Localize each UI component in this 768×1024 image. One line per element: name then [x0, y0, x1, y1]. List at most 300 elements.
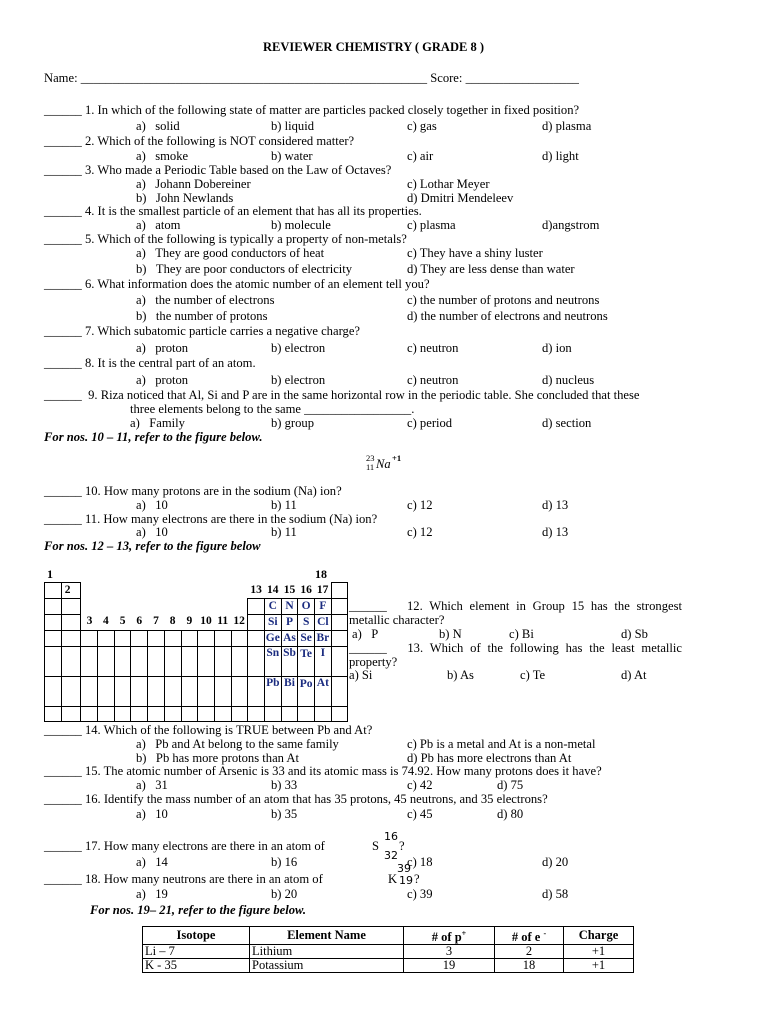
question-number: 1. [84, 103, 95, 117]
column-header: Element Name [250, 927, 404, 945]
column-header: Charge [564, 927, 634, 945]
question-text: It is the central part of an atom. [97, 356, 256, 370]
pt-cell [61, 598, 81, 614]
pt-group-13: 13 [250, 583, 262, 596]
score-line: __________________ [465, 71, 579, 85]
option: b) molecule [271, 218, 331, 232]
option: c) 39 [407, 887, 433, 901]
option: d) They are less dense than water [407, 262, 575, 276]
option: a) atom [136, 218, 181, 232]
question-10 [44, 484, 342, 498]
group-label-18: 18 [315, 567, 327, 581]
option: c) period [407, 416, 453, 430]
pt-cell [331, 676, 348, 706]
pt-cell [61, 614, 81, 630]
pt-group-14: 14 [267, 583, 279, 596]
element-cell: Sb [281, 646, 298, 676]
option: b) 20 [271, 887, 298, 901]
column-header: # of e - [495, 927, 564, 945]
element-symbol: K [388, 872, 398, 886]
element-cell: Bi [281, 676, 298, 706]
option: c) Te [520, 668, 546, 682]
question-text: Which of the following is TRUE between Pb and At? [103, 723, 373, 737]
question-15 [44, 764, 602, 778]
option: b) 33 [271, 778, 298, 792]
question-number: 6. [84, 277, 95, 291]
question-number: 11. [84, 512, 101, 526]
option: b) 16 [271, 855, 298, 869]
table-row [45, 598, 348, 614]
pt-cell: 2 [61, 583, 81, 599]
option: c) 45 [407, 807, 433, 821]
pt-cell [198, 646, 215, 676]
question-18 [44, 872, 323, 886]
question-number: 17. [84, 839, 101, 853]
answer-blank[interactable]: ______ [44, 764, 82, 778]
pt-cell [114, 646, 131, 676]
option: a) solid [136, 119, 180, 133]
question-16 [44, 792, 548, 806]
question-text: In which of the following state of matter are particles packed closely together in fixed position? [97, 103, 580, 117]
option: d) section [542, 416, 592, 430]
question-13 [349, 641, 682, 669]
pt-cell [148, 706, 165, 722]
question-3 [44, 163, 391, 177]
element-cell: Te [298, 646, 315, 676]
pt-cell [298, 706, 315, 722]
option: c) air [407, 149, 434, 163]
pt-cell [248, 614, 265, 630]
table-cell: +1 [564, 959, 634, 973]
pt-group-10: 10 [200, 615, 212, 628]
question-5 [44, 232, 407, 246]
option: a) Pb and At belong to the same family [136, 737, 339, 751]
pt-gap [81, 583, 248, 599]
answer-blank[interactable]: ______ [44, 388, 82, 402]
pt-cell [131, 630, 148, 646]
option: a) 14 [136, 855, 168, 869]
pt-cell [164, 646, 181, 676]
table-row [45, 706, 348, 722]
pt-cell [114, 706, 131, 722]
answer-blank[interactable]: ______ [44, 204, 82, 218]
question-text: It is the smallest particle of an element that has all its properties. [97, 204, 422, 218]
option: a) proton [136, 341, 189, 355]
element-cell: Pb [264, 676, 281, 706]
question-1 [44, 103, 579, 117]
pt-cell [198, 630, 215, 646]
pt-group-17: 17 [316, 583, 329, 596]
option: b) John Newlands [136, 191, 234, 205]
pt-cell [214, 706, 231, 722]
name-label: Name: [44, 71, 78, 85]
pt-cell [231, 646, 248, 676]
pt-cell [181, 646, 198, 676]
option: d) 13 [542, 498, 569, 512]
table-row [143, 959, 634, 973]
isotope-table [142, 926, 634, 973]
question-number: 15. [84, 764, 101, 778]
question-number: 16. [84, 792, 101, 806]
option: a) proton [136, 373, 189, 387]
pt-group-4: 4 [103, 615, 109, 628]
pt-cell [248, 706, 265, 722]
option: d) nucleus [542, 373, 595, 387]
mass-number: 23 [366, 453, 375, 463]
question-number: 10. [84, 484, 101, 498]
question-number: 14. [84, 723, 101, 737]
pt-cell [198, 676, 215, 706]
table-row [45, 676, 348, 706]
option: d) light [542, 149, 579, 163]
option: d) ion [542, 341, 572, 355]
pt-cell [131, 676, 148, 706]
pt-cell [248, 646, 265, 676]
option: c) They have a shiny luster [407, 246, 543, 260]
question-text: What information does the atomic number of an element tell you? [97, 277, 430, 291]
element-cell: At [315, 676, 332, 706]
pt-group-8: 8 [169, 615, 176, 628]
pt-cell [61, 676, 81, 706]
element-cell: S [298, 614, 315, 630]
column-header: # of p+ [404, 927, 495, 945]
pt-cell [98, 676, 115, 706]
option: d) 75 [497, 778, 524, 792]
pt-cell [181, 706, 198, 722]
option: a) 31 [136, 778, 168, 792]
option: a) smoke [136, 149, 189, 163]
table-cell: 18 [495, 959, 564, 973]
question-6 [44, 277, 430, 291]
option: d) At [621, 668, 647, 682]
option: a) Johann Dobereiner [136, 177, 251, 191]
instruction-q10-11: For nos. 10 – 11, refer to the figure below. [44, 430, 263, 444]
pt-cell [231, 630, 248, 646]
atomic-number: 19 [399, 874, 413, 887]
element-cell: P [281, 614, 298, 630]
pt-cell [45, 676, 62, 706]
element-symbol: Na [376, 457, 391, 471]
element-cell: F [315, 598, 332, 614]
option: b) electron [271, 341, 326, 355]
pt-cell [231, 706, 248, 722]
pt-group-12: 12 [233, 615, 245, 628]
pt-cell [148, 646, 165, 676]
answer-blank[interactable]: ______ [44, 232, 82, 246]
question-text: Identify the mass number of an atom that has 35 protons, 45 neutrons, and 35 electrons? [103, 792, 548, 806]
question-number: 9. [88, 388, 98, 402]
page-title: REVIEWER CHEMISTRY ( GRADE 8 ) [263, 40, 484, 54]
option: b) group [271, 416, 315, 430]
option: d) 13 [542, 525, 569, 539]
option: a) Si [349, 668, 373, 682]
instruction-q19-21: For nos. 19– 21, refer to the figure below. [90, 903, 307, 917]
pt-cell [81, 646, 98, 676]
question-text: The atomic number of Arsenic is 33 and its atomic mass is 74.92. How many protons does it have? [103, 764, 602, 778]
pt-cell [214, 646, 231, 676]
question-14 [44, 723, 372, 737]
option: a) P [352, 627, 379, 641]
table-row [143, 945, 634, 959]
pt-cell [61, 706, 81, 722]
question-text: Which of the following is NOT considered matter? [97, 134, 355, 148]
element-cell: Po [298, 676, 315, 706]
pt-cell [214, 676, 231, 706]
pt-cell [331, 646, 348, 676]
option: b) Pb has more protons than At [136, 751, 300, 765]
option: a) the number of electrons [136, 293, 275, 307]
pt-cell [164, 706, 181, 722]
option: b) 35 [271, 807, 298, 821]
group-label-1: 1 [47, 567, 53, 581]
table-cell: 19 [404, 959, 495, 973]
option: d) Pb has more electrons than At [407, 751, 572, 765]
pt-cell [45, 598, 62, 614]
answer-blank[interactable]: ______ [44, 134, 82, 148]
table-header-row [143, 927, 634, 945]
pt-cell [98, 630, 115, 646]
option: d) plasma [542, 119, 592, 133]
ion-charge: +1 [392, 453, 402, 463]
pt-group-11: 11 [217, 615, 229, 628]
answer-blank[interactable]: ______ [44, 484, 82, 498]
element-cell: Cl [315, 614, 332, 630]
question-7 [44, 324, 360, 338]
option: c) Lothar Meyer [407, 177, 490, 191]
question-12 [349, 599, 682, 627]
pt-cell [45, 706, 62, 722]
question-2 [44, 134, 354, 148]
pt-group-5: 5 [119, 615, 126, 628]
answer-blank[interactable]: ______ [44, 872, 82, 886]
answer-blank[interactable]: ______ [349, 641, 387, 655]
question-9 [44, 388, 640, 402]
element-cell: O [298, 598, 315, 614]
mass-number: 39 [397, 862, 411, 875]
option: a) Family [130, 416, 185, 430]
pt-cell [164, 676, 181, 706]
pt-cell [45, 583, 62, 599]
pt-cell [214, 630, 231, 646]
pt-cell [264, 706, 281, 722]
option: b) liquid [271, 119, 315, 133]
option: d) the number of electrons and neutrons [407, 309, 608, 323]
option: c) plasma [407, 218, 456, 232]
question-8 [44, 356, 256, 370]
notation-suffix: ? [399, 839, 405, 853]
table-row [45, 646, 348, 676]
pt-group-3: 3 [86, 615, 93, 628]
option: b) electron [271, 373, 326, 387]
element-cell: Se [298, 630, 315, 646]
element-cell: As [281, 630, 298, 646]
pt-gap [81, 598, 248, 614]
pt-cell [248, 630, 265, 646]
table-row [45, 630, 348, 646]
pt-cell [81, 630, 98, 646]
option: b) water [271, 149, 313, 163]
question-4 [44, 204, 422, 218]
pt-cell [181, 676, 198, 706]
pt-cell [148, 676, 165, 706]
pt-cell [148, 630, 165, 646]
pt-group-9: 9 [186, 615, 193, 628]
table-cell: Potassium [250, 959, 404, 973]
instruction-q12-13: For nos. 12 – 13, refer to the figure below [44, 539, 261, 553]
element-cell: Sn [264, 646, 281, 676]
question-text: Riza noticed that Al, Si and P are in the same horizontal row in the periodic table. She concluded that these [100, 388, 640, 402]
answer-blank[interactable]: ______ [44, 324, 82, 338]
question-number: 3. [84, 163, 95, 177]
score-label: Score: [430, 71, 463, 85]
atomic-number: 11 [366, 462, 375, 472]
notation-suffix: ? [414, 872, 420, 886]
answer-blank[interactable]: ______ [44, 103, 82, 117]
option: a) 10 [136, 525, 168, 539]
pt-cell [81, 706, 98, 722]
option: c) 42 [407, 778, 433, 792]
element-cell: C [264, 598, 281, 614]
option: c) neutron [407, 341, 459, 355]
pt-cell [331, 583, 348, 599]
pt-cell [114, 630, 131, 646]
mass-number: 32 [384, 849, 398, 862]
pt-cell [231, 676, 248, 706]
question-text: Which of the following has the least metallic property? [349, 641, 682, 669]
pt-group-7: 7 [153, 615, 159, 628]
question-11 [44, 512, 377, 526]
question-number: 2. [84, 134, 95, 148]
element-cell: I [315, 646, 332, 676]
pt-cell [164, 630, 181, 646]
option: b) the number of protons [136, 309, 268, 323]
option: a) They are good conductors of heat [136, 246, 325, 260]
answer-blank[interactable]: ______ [44, 163, 82, 177]
table-row [45, 614, 348, 630]
column-header: Isotope [143, 927, 250, 945]
option: a) 10 [136, 807, 168, 821]
option: d) 80 [497, 807, 524, 821]
question-text: How many protons are in the sodium (Na) ion? [103, 484, 342, 498]
pt-cell [98, 646, 115, 676]
pt-cell [98, 706, 115, 722]
pt-cell [181, 630, 198, 646]
option: c) 12 [407, 525, 433, 539]
option: c) the number of protons and neutrons [407, 293, 600, 307]
question-text: How many neutrons are there in an atom of [103, 872, 323, 886]
question-text: Who made a Periodic Table based on the Law of Octaves? [97, 163, 392, 177]
name-field[interactable] [44, 71, 579, 85]
question-number: 13. [407, 641, 424, 655]
pt-group-6: 6 [136, 615, 143, 628]
option: c) 12 [407, 498, 433, 512]
option: a) 10 [136, 498, 168, 512]
answer-blank[interactable]: ______ [44, 792, 82, 806]
table-cell: 2 [495, 945, 564, 959]
answer-blank[interactable]: ______ [349, 599, 387, 613]
question-number: 5. [84, 232, 95, 246]
option: b) 11 [271, 525, 297, 539]
answer-blank[interactable]: ______ [44, 723, 82, 737]
question-number: 18. [84, 872, 101, 886]
pt-cell [331, 598, 348, 614]
pt-cell [131, 706, 148, 722]
option: d) Sb [621, 627, 648, 641]
question-text: How many electrons are there in the sodium (Na) ion? [103, 512, 378, 526]
pt-cell [131, 646, 148, 676]
answer-blank[interactable]: ______ [44, 277, 82, 291]
name-line: _______________________________________________________ [80, 71, 428, 85]
pt-cell [45, 614, 62, 630]
table-cell: Li – 7 [143, 945, 250, 959]
periodic-table [44, 582, 348, 722]
pt-cell [198, 706, 215, 722]
pt-cell [331, 614, 348, 630]
question-number: 4. [84, 204, 95, 218]
question-17 [44, 839, 325, 853]
pt-cell [248, 676, 265, 706]
option: a) 19 [136, 887, 168, 901]
pt-cell [45, 646, 62, 676]
option: c) Bi [509, 627, 534, 641]
pt-cell [248, 598, 265, 614]
table-cell: 3 [404, 945, 495, 959]
option: d) 20 [542, 855, 569, 869]
table-cell: K - 35 [143, 959, 250, 973]
table-row [45, 583, 348, 599]
option: c) gas [407, 119, 437, 133]
pt-cell [281, 706, 298, 722]
atomic-number: 16 [384, 830, 398, 843]
pt-cell [61, 646, 81, 676]
pt-cell [45, 630, 62, 646]
question-number: 7. [84, 324, 95, 338]
option: c) neutron [407, 373, 459, 387]
question-text: How many electrons are there in an atom of [103, 839, 325, 853]
pt-cell [61, 630, 81, 646]
pt-cell [81, 676, 98, 706]
option: d) 58 [542, 887, 569, 901]
element-cell: Ge [264, 630, 281, 646]
option: c) 18 [407, 855, 433, 869]
pt-group-15: 15 [283, 583, 296, 596]
element-cell: Br [315, 630, 332, 646]
pt-cell [331, 706, 348, 722]
question-text-continued: three elements belong to the same _________________. [130, 402, 415, 416]
option: b) They are poor conductors of electricity [136, 262, 353, 276]
option: d) Dmitri Mendeleev [407, 191, 514, 205]
question-text: Which subatomic particle carries a negative charge? [97, 324, 361, 338]
element-cell: N [281, 598, 298, 614]
pt-cell [114, 676, 131, 706]
question-text: Which of the following is typically a property of non-metals? [97, 232, 407, 246]
answer-blank[interactable]: ______ [44, 356, 82, 370]
element-cell: Si [264, 614, 281, 630]
option: b) 11 [271, 498, 297, 512]
table-cell: +1 [564, 945, 634, 959]
pt-group-16: 16 [300, 583, 312, 596]
answer-blank[interactable]: ______ [44, 839, 82, 853]
option: b) N [439, 627, 462, 641]
option: d)angstrom [542, 218, 600, 232]
option: b) As [447, 668, 474, 682]
element-symbol: S [372, 839, 380, 853]
pt-cell [315, 706, 332, 722]
question-number: 8. [84, 356, 95, 370]
answer-blank[interactable]: ______ [44, 512, 82, 526]
question-number: 12. [406, 599, 423, 613]
question-text: Which element in Group 15 has the strongest metallic character? [349, 599, 683, 627]
